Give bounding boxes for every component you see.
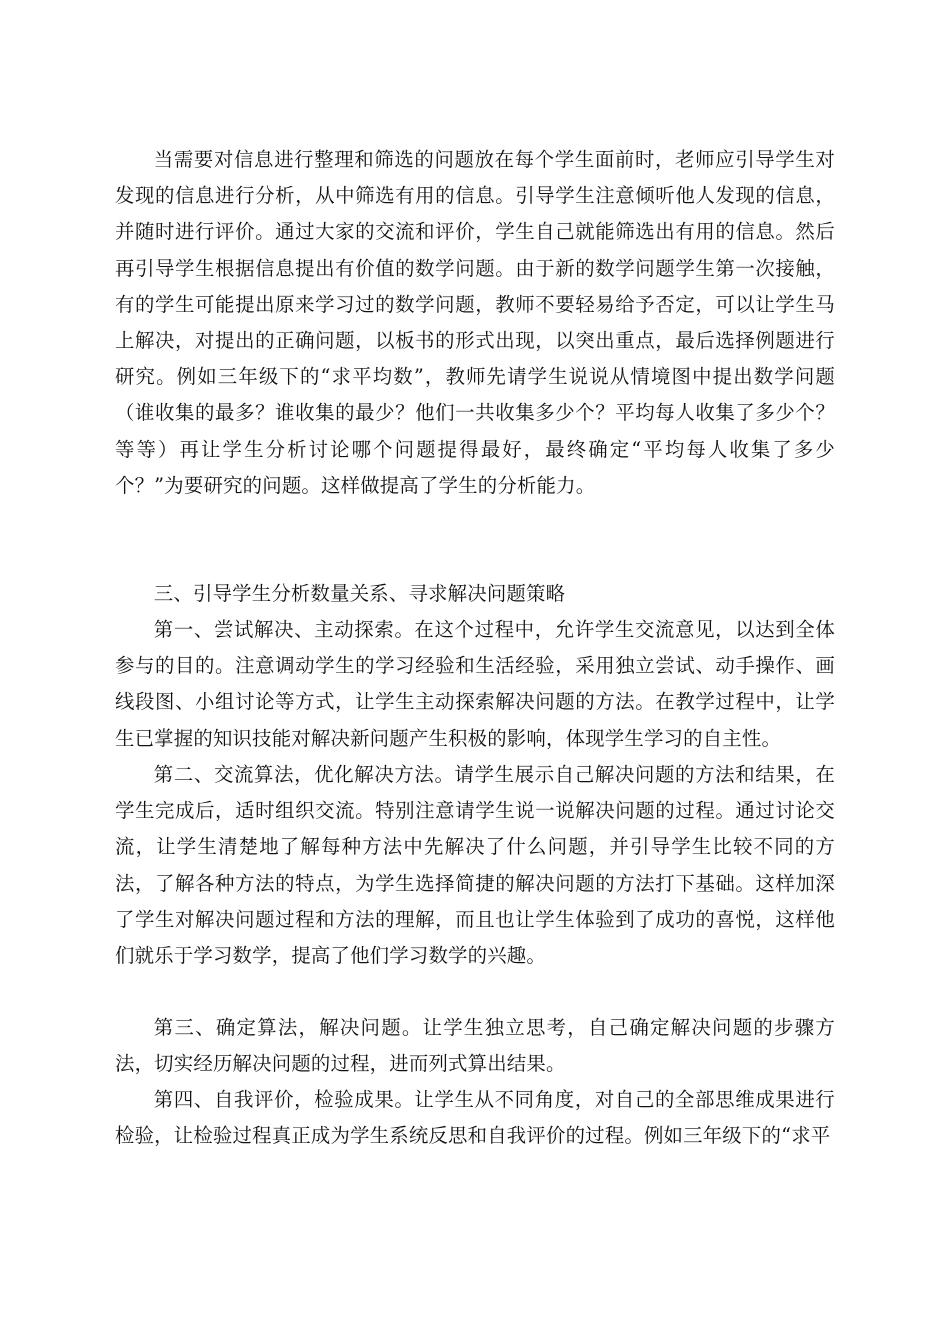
paragraph-1: 当需要对信息进行整理和筛选的问题放在每个学生面前时，老师应引导学生对发现的信息进行分析，从中筛选有用的信息。引导学生注意倾听他人发现的信息，并随时进行评价。通过大家的交流和评价，学生自己就能筛选出有用的信息。然后再引导学生根据信息提出有价值的数学问题。由于新的数学问题学生第一次接触，有的学生可能提出原来学习过的数学问题，教师不要轻易给予否定，可以让学生马上解决，对提出的正确问题，以板书的形式出现，以突出重点，最后选择例题进行研究。例如三年级下的“求平均数”，教师先请学生说说从情境图中提出数学问题（谁收集的最多？谁收集的最少？他们一共收集多少个？平均每人收集了多少个？等等）再让学生分析讨论哪个问题提得最好，最终确定“平均每人收集了多少个？”为要研究的问题。这样做提高了学生的分析能力。 — [115, 148, 835, 497]
section-heading-3: 三、引导学生分析数量关系、寻求解决问题策略 — [153, 582, 566, 605]
document-body — [115, 142, 835, 1154]
paragraph-step-4: 第四、自我评价，检验成果。让学生从不同角度，对自己的全部思维成果进行检验，让检验过程真正成为学生系统反思和自我评价的过程。例如三年级下的“求平 — [115, 1088, 835, 1148]
paragraph-step-1: 第一、尝试解决、主动探索。在这个过程中，允许学生交流意见，以达到全体参与的目的。注意调动学生的学习经验和生活经验，采用独立尝试、动手操作、画线段图、小组讨论等方式，让学生主动探索解决问题的方法。在教学过程中，让学生已掌握的知识技能对解决新问题产生积极的影响，体现学生学习的自主性。 — [115, 618, 835, 750]
paragraph-step-3: 第三、确定算法，解决问题。让学生独立思考，自己确定解决问题的步骤方法，切实经历解决问题的过程，进而列式算出结果。 — [115, 1016, 835, 1076]
paragraph-step-2: 第二、交流算法，优化解决方法。请学生展示自己解决问题的方法和结果，在学生完成后，适时组织交流。特别注意请学生说一说解决问题的过程。通过讨论交流，让学生清楚地了解每种方法中先解决了什么问题，并引导学生比较不同的方法，了解各种方法的特点，为学生选择简捷的解决问题的方法打下基础。这样加深了学生对解决问题过程和方法的理解，而且也让学生体验到了成功的喜悦，这样他们就乐于学习数学，提高了他们学习数学的兴趣。 — [115, 763, 835, 968]
